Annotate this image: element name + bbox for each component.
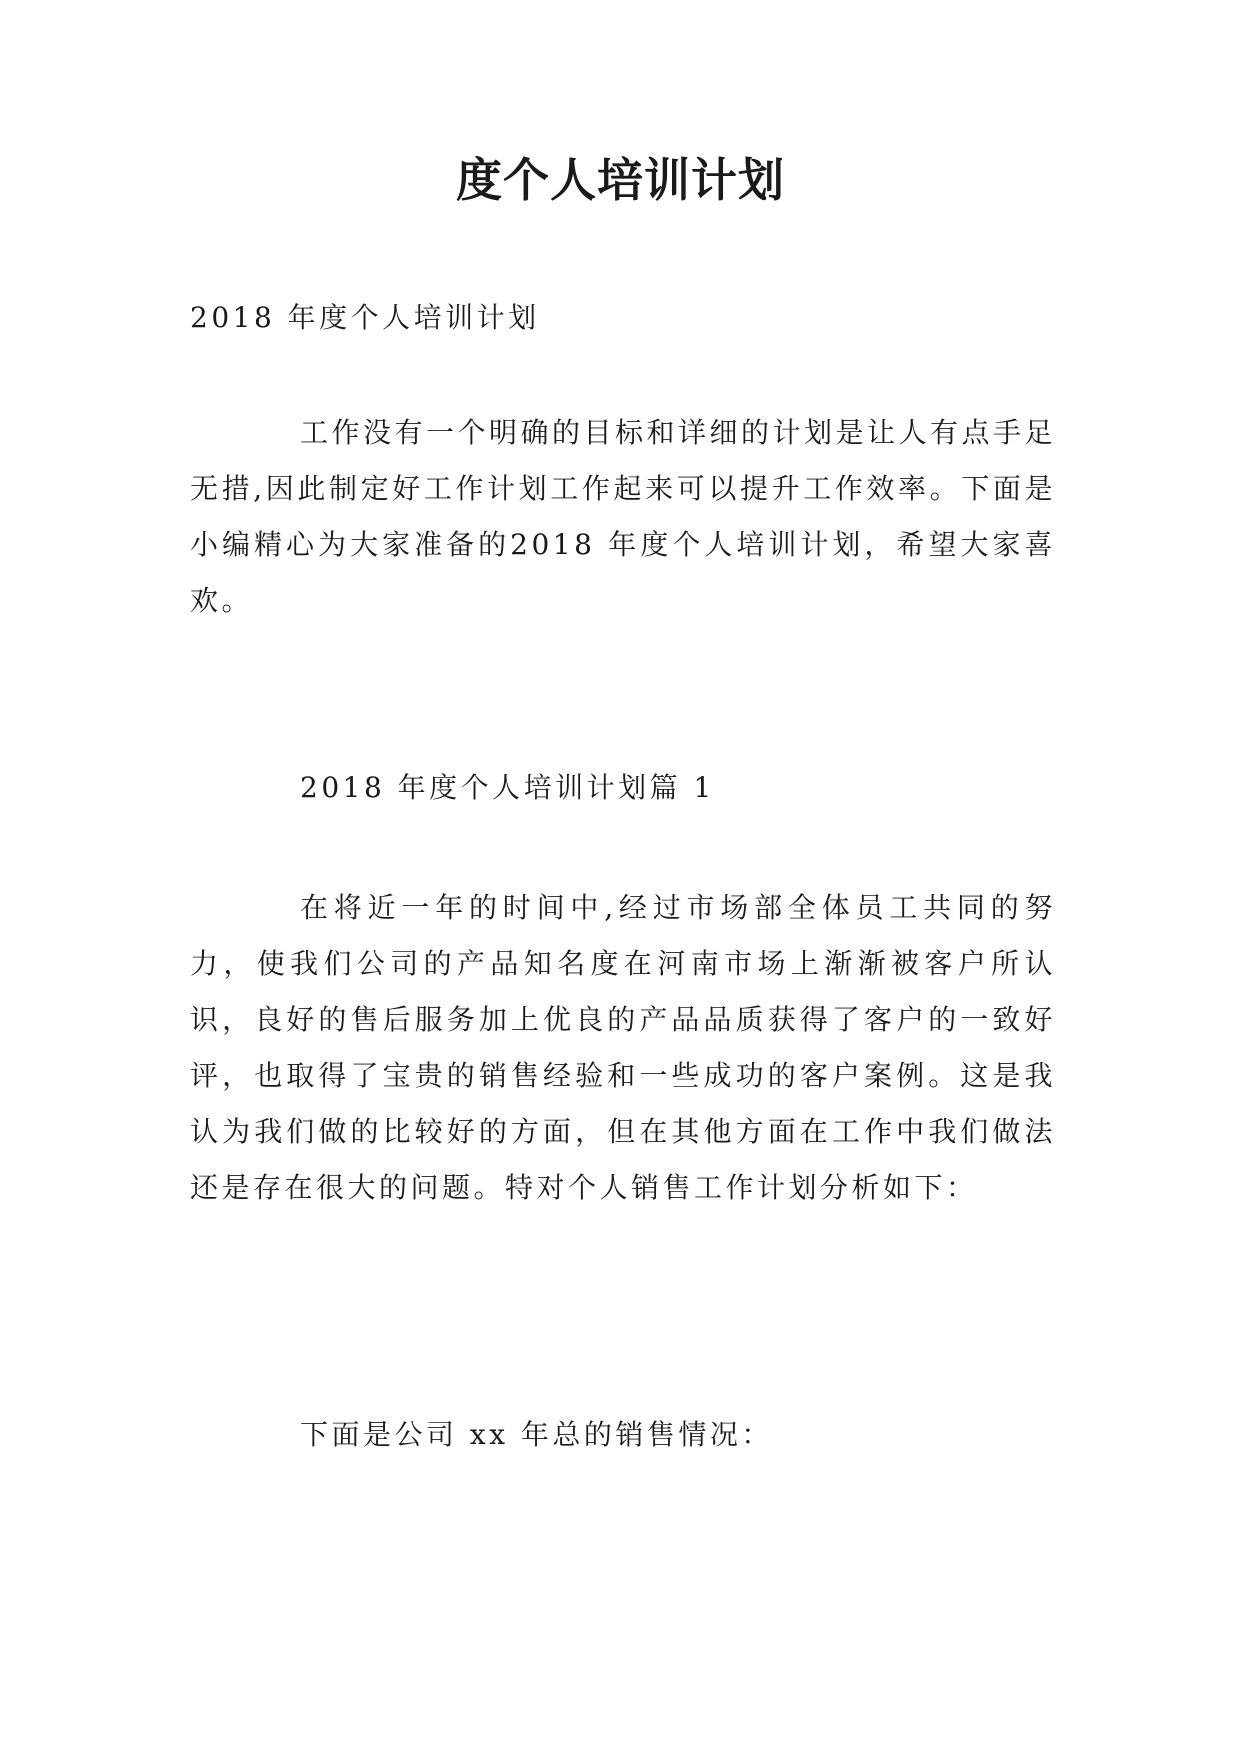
document-title: 度个人培训计划	[456, 153, 785, 207]
section-heading: 2018 年度个人培训计划篇 1	[300, 771, 715, 804]
closing-paragraph: 下面是公司 xx 年总的销售情况：	[300, 1418, 773, 1451]
intro-paragraph: 工作没有一个明确的目标和详细的计划是让人有点手足无措,因此制定好工作计划工作起来可以提升工作效率。下面是小编精心为大家准备的2018 年度个人培训计划，希望大家喜欢。	[190, 416, 1057, 617]
body-paragraph: 在将近一年的时间中,经过市场部全体员工共同的努力，使我们公司的产品知名度在河南市场上渐渐被客户所认识，良好的售后服务加上优良的产品品质获得了客户的一致好评，也取得了宝贵的销售经验和一些成功的客户案例。这是我认为我们做的比较好的方面，但在其他方面在工作中我们做法还是存在很大的问题。特对个人销售工作计划分析如下：	[190, 891, 1056, 1204]
document-subtitle: 2018 年度个人培训计划	[190, 301, 540, 334]
